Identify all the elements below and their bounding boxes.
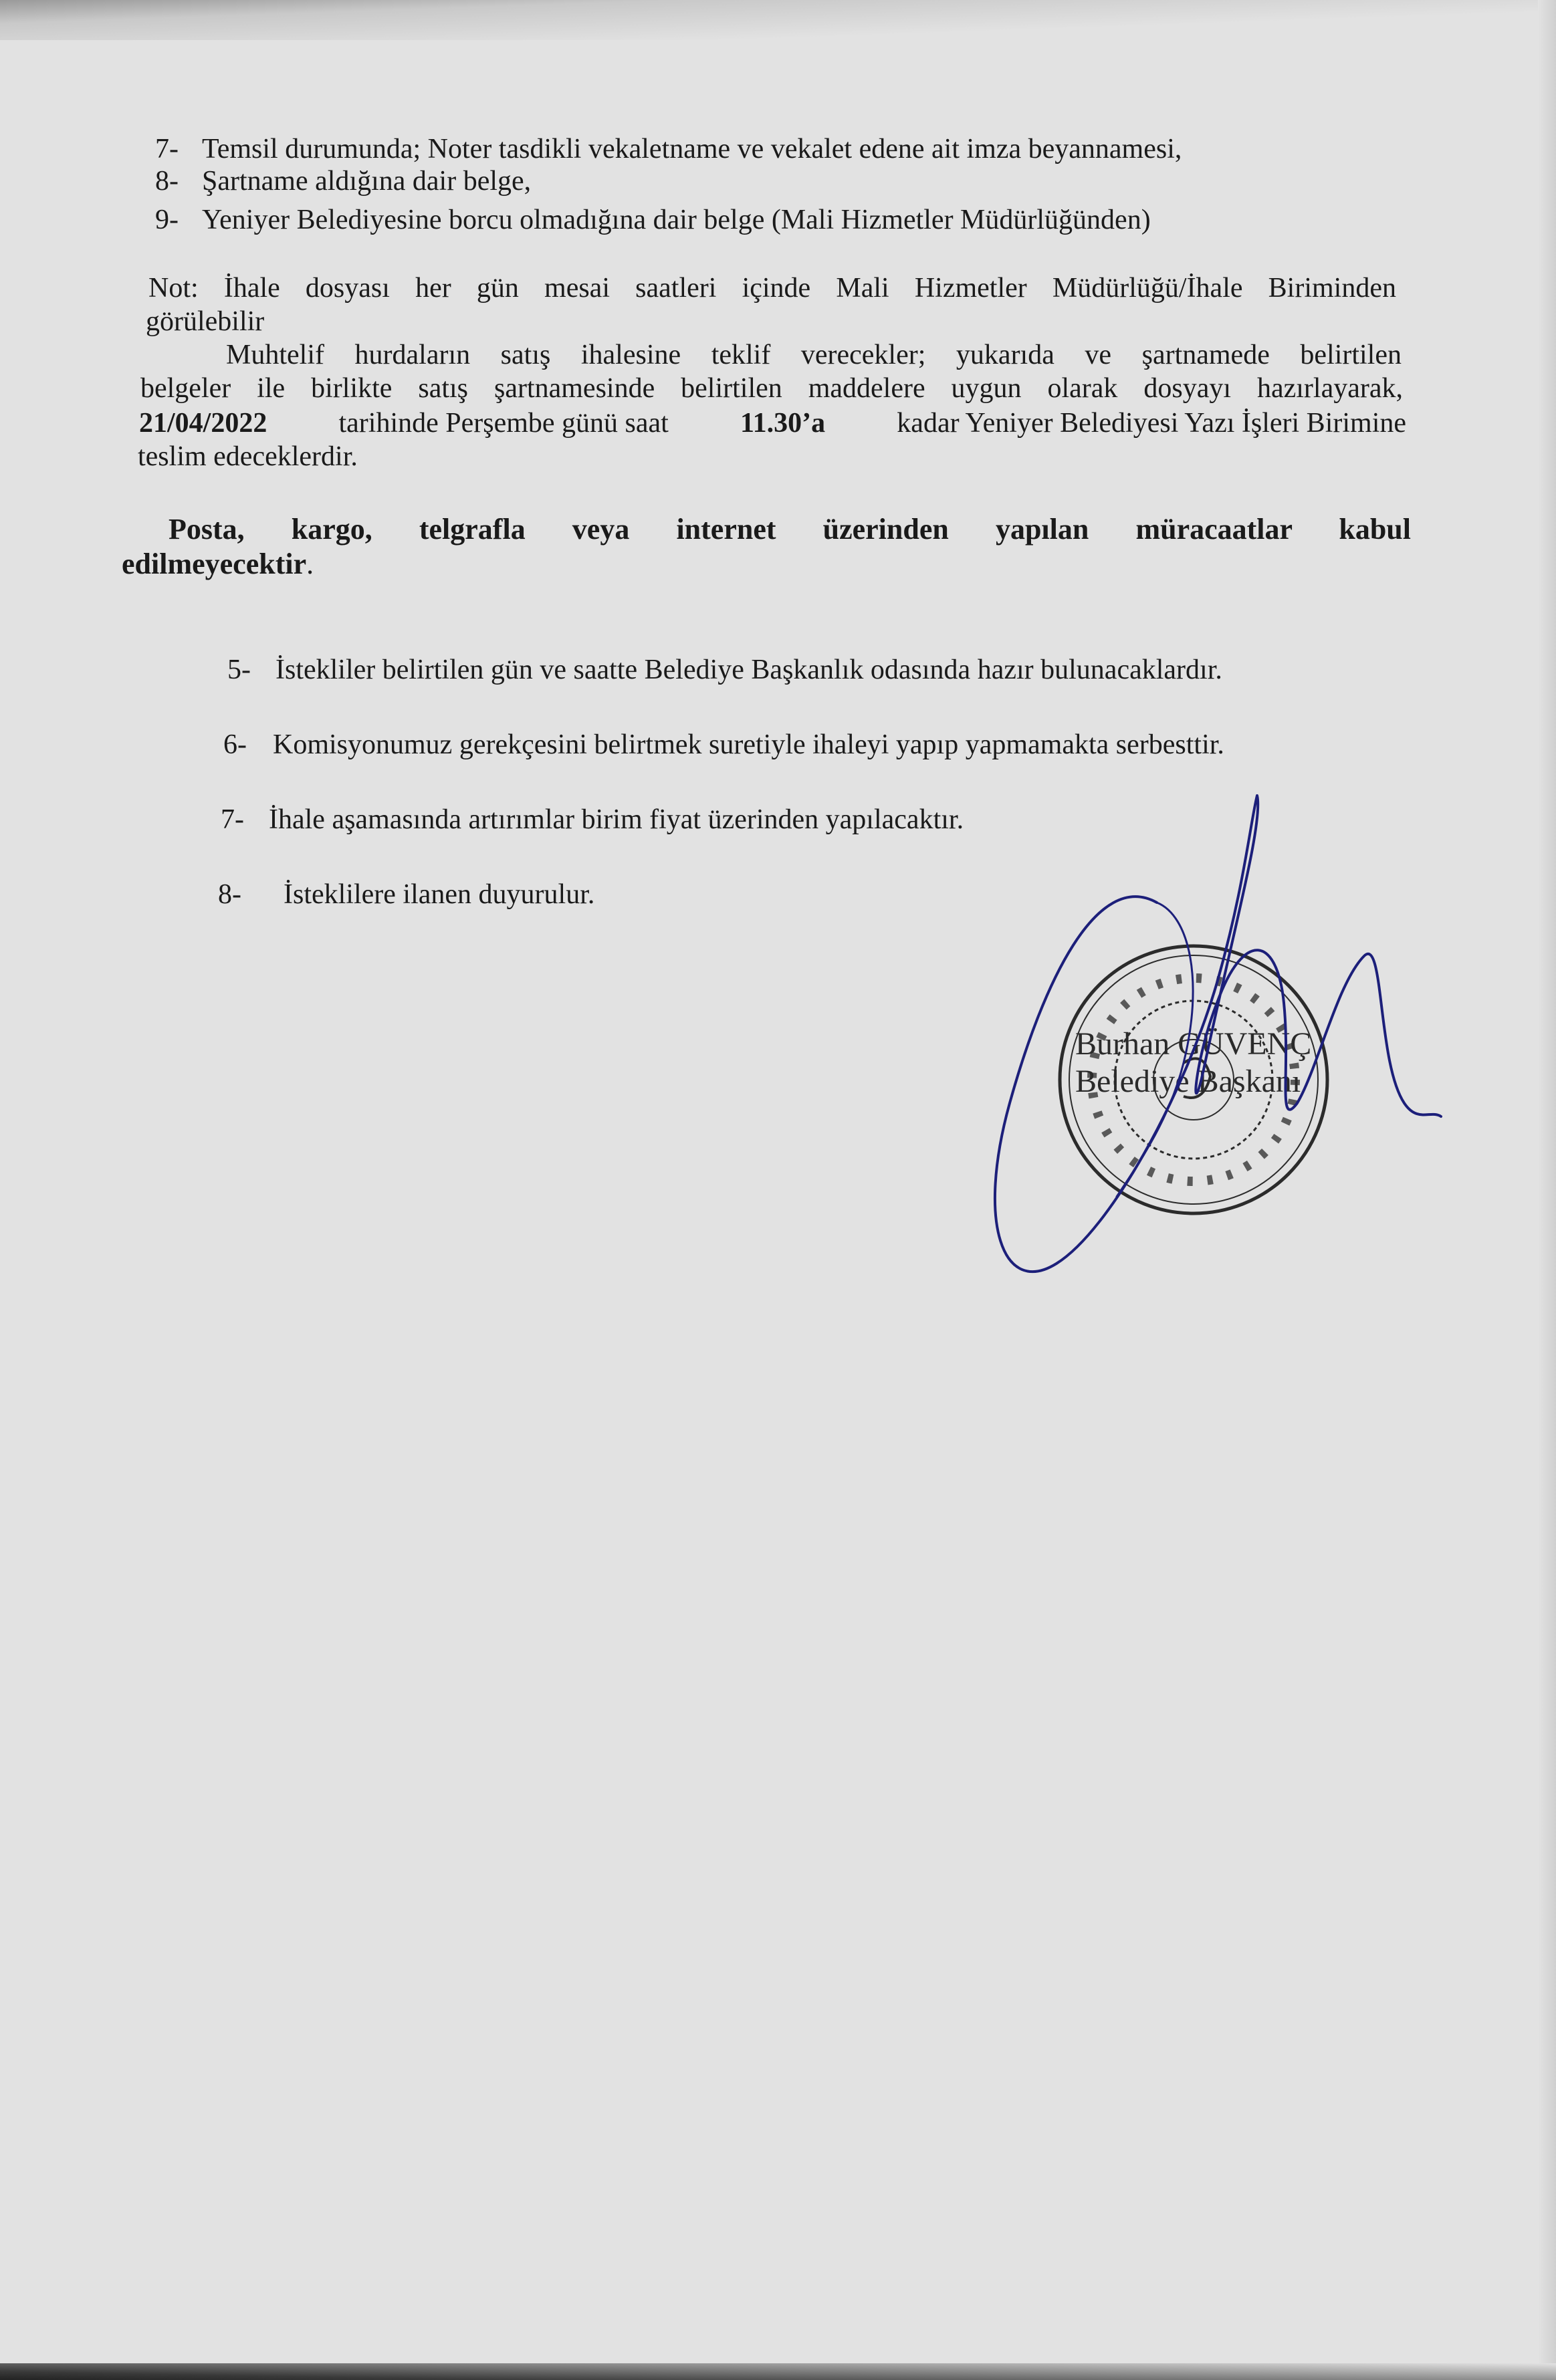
item-text: Temsil durumunda; Noter tasdikli vekaletname ve vekalet edene ait imza beyannamesi, <box>202 134 1182 164</box>
list-item <box>218 877 594 912</box>
warning-line-1: Posta, kargo, telgrafla veya internet üzerinden yapılan müracaatlar kabul <box>169 513 1411 546</box>
item-number: 8- <box>218 879 241 910</box>
paragraph-line-3 <box>139 406 1406 441</box>
paragraph-line-1: Muhtelif hurdaların satış ihalesine teklif verecekler; yukarıda ve şartnamede belirtilen <box>226 340 1402 370</box>
deadline-date: 21/04/2022 <box>139 408 267 439</box>
list-item <box>155 164 531 199</box>
list-item <box>155 132 1182 166</box>
list-item <box>221 802 964 837</box>
note-line-2: görülebilir <box>146 306 265 337</box>
warning-end: . <box>306 548 314 580</box>
item-number: 5- <box>227 654 251 685</box>
warning-line-2 <box>122 547 314 582</box>
signatory-name: Burhan GÜVENÇ <box>1075 1026 1312 1062</box>
item-text: İsteklilere ilanen duyurulur. <box>284 879 595 910</box>
paragraph-line-2: belgeler ile birlikte satış şartnamesinde belirtilen maddelere uygun olarak dosyayı hazırlayarak, <box>140 373 1403 404</box>
list-item <box>155 203 1151 237</box>
handwritten-signature <box>963 782 1444 1290</box>
item-number: 9- <box>155 205 179 235</box>
deadline-time: 11.30’a <box>740 408 826 439</box>
item-number: 8- <box>155 166 179 197</box>
list-item <box>223 727 1224 762</box>
item-text: İstekliler belirtilen gün ve saatte Belediye Başkanlık odasında hazır bulunacaklardır. <box>275 654 1222 685</box>
item-number: 6- <box>223 729 247 760</box>
scan-edge-top <box>0 0 1556 40</box>
scan-edge-right <box>1538 0 1556 2380</box>
paragraph-line-4: teslim edeceklerdir. <box>138 441 358 472</box>
list-item <box>227 652 1222 687</box>
item-text: İhale aşamasında artırımlar birim fiyat üzerinden yapılacaktır. <box>269 804 964 835</box>
item-number: 7- <box>221 804 244 835</box>
item-text: Şartname aldığına dair belge, <box>202 166 532 197</box>
signatory-title: Belediye Başkanı <box>1075 1064 1301 1099</box>
paragraph-text: tarihinde Perşembe günü saat <box>338 408 669 439</box>
item-text: Yeniyer Belediyesine borcu olmadığına dair belge (Mali Hizmetler Müdürlüğünden) <box>202 205 1151 235</box>
item-number: 7- <box>155 134 179 164</box>
paragraph-text: kadar Yeniyer Belediyesi Yazı İşleri Birimine <box>897 408 1406 439</box>
warning-bold: edilmeyecektir <box>122 548 307 580</box>
scan-edge-bottom <box>0 2363 1556 2380</box>
note-line-1: Not: İhale dosyası her gün mesai saatleri içinde Mali Hizmetler Müdürlüğü/İhale Biriminden <box>148 273 1396 304</box>
item-text: Komisyonumuz gerekçesini belirtmek suretiyle ihaleyi yapıp yapmamakta serbesttir. <box>273 729 1224 760</box>
